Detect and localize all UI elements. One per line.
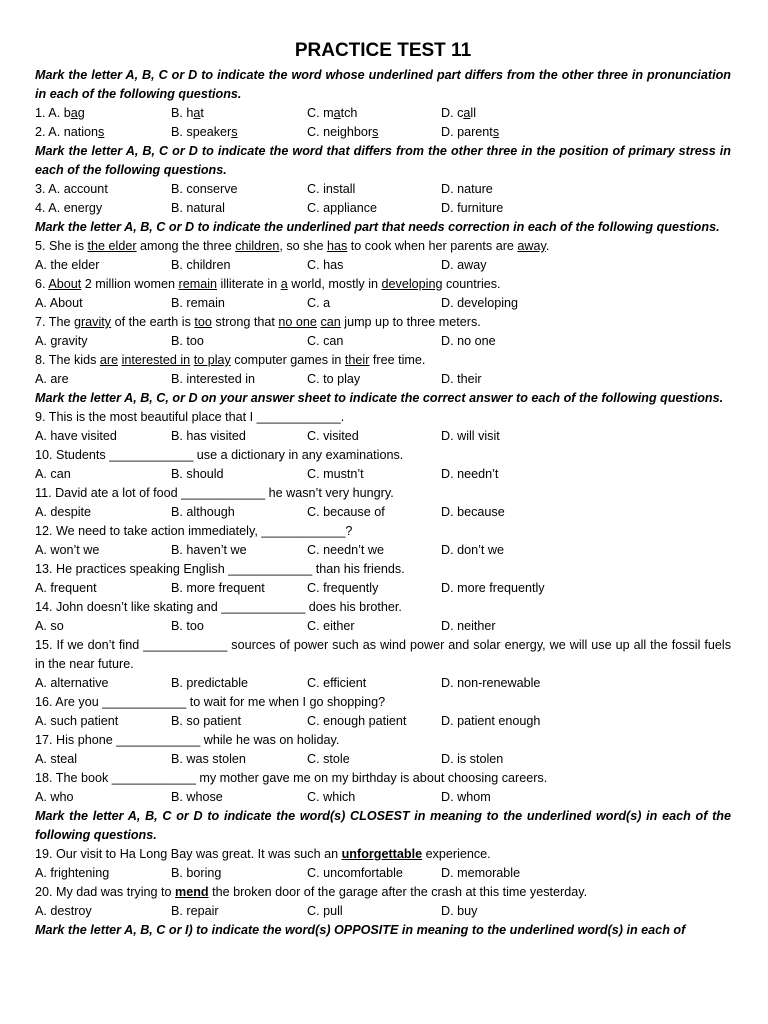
answer-option: C. neighbors — [307, 125, 379, 139]
answer-option: D. patient enough — [441, 714, 541, 728]
answer-option: B. remain — [171, 296, 225, 310]
answer-option: B. too — [171, 619, 204, 633]
question-text: 15. If we don’t find ____________ sources of power such as wind power and solar energy, we will use up all the fossil fuels in the near future. — [35, 638, 731, 671]
answer-option: B. was stolen — [171, 752, 246, 766]
answer-option: A. steal — [35, 752, 77, 766]
answer-option: B. should — [171, 467, 224, 481]
answer-option: B. children — [171, 258, 231, 272]
underlined-text: a — [333, 106, 341, 120]
answer-options-row — [35, 712, 731, 731]
worksheet-page — [35, 38, 731, 940]
underlined-text: interested in — [121, 353, 191, 367]
answer-options-row — [35, 750, 731, 769]
answer-option: C. to play — [307, 372, 361, 386]
answer-option: D. will visit — [441, 429, 500, 443]
answer-option: D. neither — [441, 619, 496, 633]
answer-option: C. which — [307, 790, 356, 804]
underlined-text: mend — [175, 885, 209, 899]
answer-option: A. are — [35, 372, 69, 386]
answer-option: D. nature — [441, 182, 493, 196]
answer-option: A. so — [35, 619, 64, 633]
answer-option: 1. A. bag — [35, 106, 85, 120]
question-text: 18. The book ____________ my mother gave me on my birthday is about choosing careers. — [35, 771, 548, 785]
answer-option: D. because — [441, 505, 505, 519]
question-list — [35, 66, 731, 940]
answer-option: D. memorable — [441, 866, 521, 880]
underlined-text: a — [280, 277, 288, 291]
question-text: 17. His phone ____________ while he was on holiday. — [35, 733, 340, 747]
answer-options-row — [35, 256, 731, 275]
underlined-text: to play — [193, 353, 231, 367]
answer-options-row — [35, 104, 731, 123]
answer-option: C. frequently — [307, 581, 379, 595]
answer-option: C. enough patient — [307, 714, 407, 728]
answer-options-row — [35, 579, 731, 598]
underlined-text: s — [372, 125, 379, 139]
answer-option: C. needn’t we — [307, 543, 385, 557]
answer-option: C. because of — [307, 505, 385, 519]
answer-option: B. has visited — [171, 429, 246, 443]
answer-option: C. a — [307, 296, 331, 310]
answer-option: A. won’t we — [35, 543, 100, 557]
answer-option: B. too — [171, 334, 204, 348]
instruction-text: Mark the letter A, B, C, or D on your answer sheet to indicate the correct answer to each of the following questions. — [35, 391, 724, 405]
answer-option: B. speakers — [171, 125, 238, 139]
answer-option: B. although — [171, 505, 235, 519]
underlined-text: developing — [381, 277, 443, 291]
question-text: 20. My dad was trying to mend the broken door of the garage after the crash at this time yesterday. — [35, 885, 588, 899]
underlined-text: a — [463, 106, 471, 120]
underlined-text: s — [98, 125, 105, 139]
question-text: 19. Our visit to Ha Long Bay was great. It was such an unforgettable experience. — [35, 847, 491, 861]
answer-option: D. more frequently — [441, 581, 545, 595]
answer-option: D. buy — [441, 904, 478, 918]
answer-option: 4. A. energy — [35, 201, 103, 215]
answer-options-row — [35, 180, 731, 199]
answer-option: C. match — [307, 106, 358, 120]
instruction-text: Mark the letter A, B, C or I) to indicate the word(s) OPPOSITE in meaning to the underlined word(s) in each of — [35, 923, 686, 937]
answer-option: A. can — [35, 467, 71, 481]
answer-option: A. gravity — [35, 334, 88, 348]
question-text: 13. He practices speaking English ____________ than his friends. — [35, 562, 405, 576]
answer-option: B. conserve — [171, 182, 238, 196]
underlined-text: can — [320, 315, 341, 329]
answer-option: A. destroy — [35, 904, 92, 918]
answer-options-row — [35, 617, 731, 636]
answer-option: D. don’t we — [441, 543, 504, 557]
answer-option: D. away — [441, 258, 487, 272]
underlined-text: are — [99, 353, 119, 367]
question-text: 12. We need to take action immediately, ____________? — [35, 524, 353, 538]
answer-option: D. furniture — [441, 201, 504, 215]
answer-options-row — [35, 465, 731, 484]
underlined-text: the elder — [87, 239, 137, 253]
question-text: 8. The kids are interested in to play computer games in their free time. — [35, 353, 426, 367]
answer-option: A. such patient — [35, 714, 119, 728]
question-text: 9. This is the most beautiful place that I ____________. — [35, 410, 345, 424]
answer-option: C. install — [307, 182, 356, 196]
answer-option: D. non-renewable — [441, 676, 541, 690]
answer-option: B. natural — [171, 201, 225, 215]
underlined-text: gravity — [73, 315, 112, 329]
question-text: 7. The gravity of the earth is too strong that no one can jump up to three meters. — [35, 315, 481, 329]
underlined-text: their — [344, 353, 370, 367]
answer-option: A. who — [35, 790, 74, 804]
answer-options-row — [35, 674, 731, 693]
answer-option: A. have visited — [35, 429, 117, 443]
underlined-text: remain — [178, 277, 218, 291]
underlined-text: children — [235, 239, 280, 253]
instruction-text: Mark the letter A, B, C or D to indicate the word that differs from the other three in the position of primary stress in each of the following questions. — [35, 144, 731, 177]
answer-option: B. interested in — [171, 372, 256, 386]
underlined-text: too — [194, 315, 212, 329]
underlined-text: unforgettable — [341, 847, 423, 861]
answer-option: A. About — [35, 296, 83, 310]
underlined-text: no one — [278, 315, 317, 329]
answer-option: C. appliance — [307, 201, 378, 215]
page-title: PRACTICE TEST 11 — [294, 40, 472, 61]
answer-option: D. parents — [441, 125, 500, 139]
answer-option: C. has — [307, 258, 344, 272]
question-text: 16. Are you ____________ to wait for me when I go shopping? — [35, 695, 386, 709]
answer-options-row — [35, 332, 731, 351]
answer-option: D. their — [441, 372, 482, 386]
answer-options-row — [35, 788, 731, 807]
underlined-text: has — [326, 239, 348, 253]
answer-option: A. frightening — [35, 866, 110, 880]
answer-options-row — [35, 902, 731, 921]
answer-options-row — [35, 294, 731, 313]
answer-option: B. predictable — [171, 676, 249, 690]
answer-option: B. so patient — [171, 714, 242, 728]
answer-option: A. despite — [35, 505, 92, 519]
answer-options-row — [35, 541, 731, 560]
underlined-text: a — [70, 106, 78, 120]
answer-option: B. hat — [171, 106, 204, 120]
answer-options-row — [35, 427, 731, 446]
answer-option: 3. A. account — [35, 182, 108, 196]
answer-options-row — [35, 199, 731, 218]
answer-options-row — [35, 370, 731, 389]
answer-option: B. repair — [171, 904, 219, 918]
answer-option: C. can — [307, 334, 344, 348]
instruction-text: Mark the letter A, B, C or D to indicate the underlined part that needs correction in each of the following questions. — [35, 220, 720, 234]
question-text: 11. David ate a lot of food ____________ he wasn’t very hungry. — [35, 486, 394, 500]
answer-options-row — [35, 123, 731, 142]
underlined-text: away — [517, 239, 546, 253]
underlined-text: a — [193, 106, 201, 120]
answer-options-row — [35, 503, 731, 522]
instruction-text: Mark the letter A, B, C or D to indicate the word(s) CLOSEST in meaning to the underlined word(s) in each of the following questions. — [35, 809, 731, 842]
instruction-text: Mark the letter A, B, C or D to indicate the word whose underlined part differs from the other three in pronunciation in each of the following questions. — [35, 68, 731, 101]
answer-option: A. alternative — [35, 676, 109, 690]
answer-option: C. pull — [307, 904, 343, 918]
underlined-text: s — [492, 125, 500, 139]
answer-option: A. frequent — [35, 581, 97, 595]
answer-option: D. no one — [441, 334, 496, 348]
question-text: 10. Students ____________ use a dictionary in any examinations. — [35, 448, 404, 462]
answer-option: D. developing — [441, 296, 519, 310]
answer-option: B. boring — [171, 866, 222, 880]
question-text: 6. About 2 million women remain illiterate in a world, mostly in developing countries. — [35, 277, 501, 291]
question-text: 5. She is the elder among the three children, so she has to cook when her parents are away. — [35, 239, 550, 253]
answer-option: C. visited — [307, 429, 359, 443]
answer-option: B. more frequent — [171, 581, 265, 595]
answer-option: D. needn’t — [441, 467, 499, 481]
answer-option: D. call — [441, 106, 477, 120]
answer-option: C. efficient — [307, 676, 367, 690]
answer-option: B. haven’t we — [171, 543, 247, 557]
answer-option: C. stole — [307, 752, 350, 766]
answer-option: D. whom — [441, 790, 491, 804]
answer-option: A. the elder — [35, 258, 100, 272]
question-text: 14. John doesn’t like skating and ____________ does his brother. — [35, 600, 402, 614]
underlined-text: s — [231, 125, 238, 139]
answer-option: C. either — [307, 619, 355, 633]
answer-option: C. uncomfortable — [307, 866, 403, 880]
answer-option: C. mustn’t — [307, 467, 364, 481]
answer-options-row — [35, 864, 731, 883]
underlined-text: About — [48, 277, 82, 291]
answer-option: B. whose — [171, 790, 223, 804]
answer-option: D. is stolen — [441, 752, 504, 766]
answer-option: 2. A. nations — [35, 125, 105, 139]
